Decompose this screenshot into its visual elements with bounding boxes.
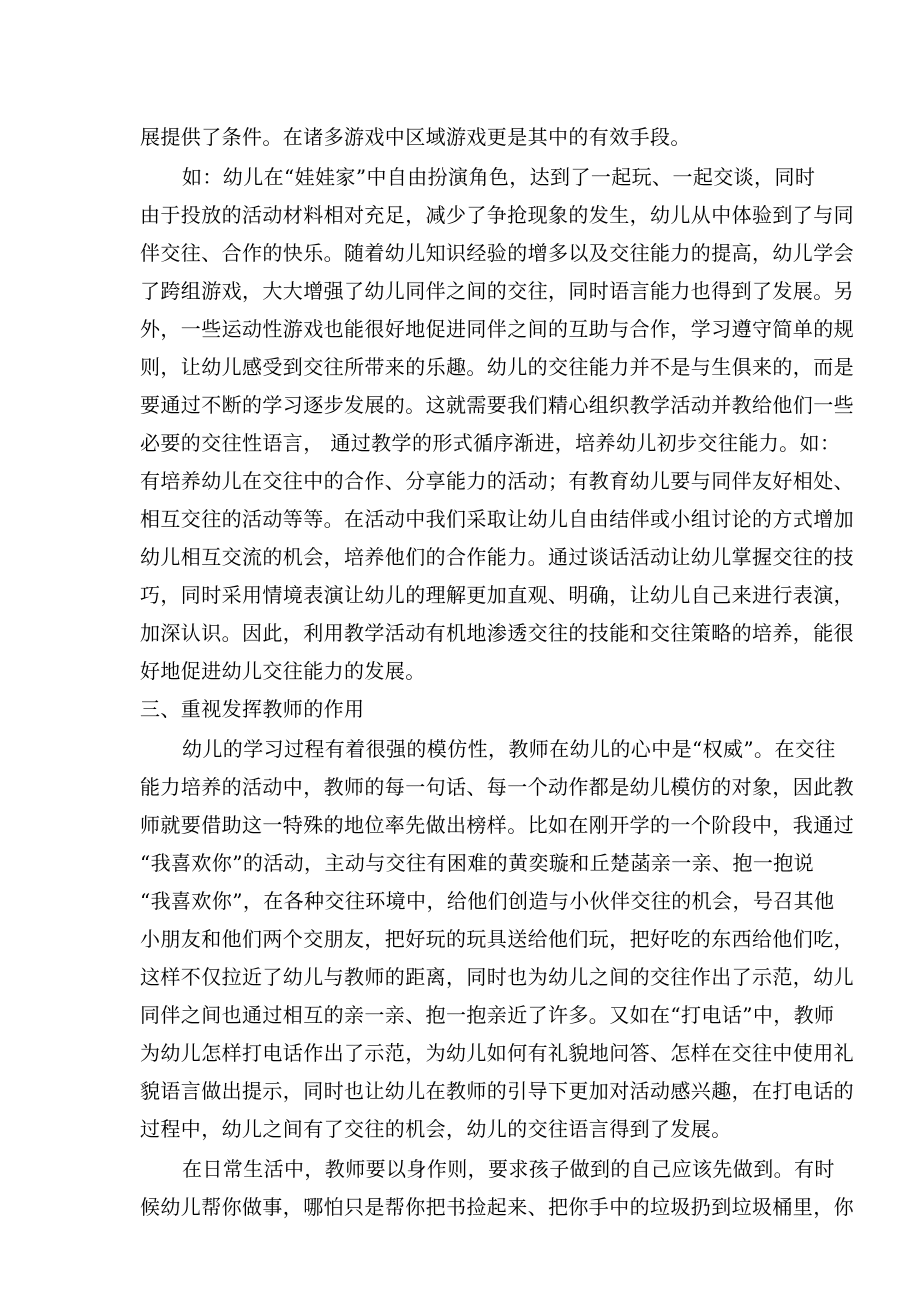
text-line: 了跨组游戏，大大增强了幼儿同伴之间的交往，同时语言能力也得到了发展。另 <box>140 279 854 303</box>
text-line: “我喜欢你”的活动，主动与交往有困难的黄奕璇和丘楚菡亲一亲、抱一抱说 <box>140 851 815 875</box>
text-line: 加深认识。因此，利用教学活动有机地渗透交往的技能和交往策略的培养，能很 <box>140 621 854 645</box>
text-line: 好地促进幼儿交往能力的发展。 <box>140 659 426 683</box>
text-line: 同伴之间也通过相互的亲一亲、抱一抱亲近了许多。又如在“打电话”中，教师 <box>140 1003 835 1027</box>
text-line: 幼儿相互交流的机会，培养他们的合作能力。通过谈话活动让幼儿掌握交往的技 <box>140 545 854 569</box>
text-line: 为幼儿怎样打电话作出了示范，为幼儿如何有礼貌地问答、怎样在交往中使用礼 <box>140 1041 854 1065</box>
text-line: 小朋友和他们两个交朋友，把好玩的玩具送给他们玩，把好吃的东西给他们吃， <box>140 927 854 951</box>
text-line: 相互交往的活动等等。在活动中我们采取让幼儿自由结伴或小组讨论的方式增加 <box>140 507 854 531</box>
text-line: 由于投放的活动材料相对充足，减少了争抢现象的发生，幼儿从中体验到了与同 <box>140 203 854 227</box>
text-line: 貌语言做出提示，同时也让幼儿在教师的引导下更加对活动感兴趣，在打电话的 <box>140 1079 854 1103</box>
paragraph-first-line: 如：幼儿在“娃娃家”中自由扮演角色，达到了一起玩、一起交谈，同时 <box>182 165 816 189</box>
paragraph-first-line: 在日常生活中，教师要以身作则，要求孩子做到的自己应该先做到。有时 <box>182 1157 835 1181</box>
paragraph-first-line: 幼儿的学习过程有着很强的模仿性，教师在幼儿的心中是“权威”。在交往 <box>182 737 836 761</box>
text-line: 则，让幼儿感受到交往所带来的乐趣。幼儿的交往能力并不是与生俱来的，而是 <box>140 355 854 379</box>
text-line: 外，一些运动性游戏也能很好地促进同伴之间的互助与合作，学习遵守简单的规 <box>140 317 854 341</box>
text-line: 过程中，幼儿之间有了交往的机会，幼儿的交往语言得到了发展。 <box>140 1117 732 1141</box>
text-line: 师就要借助这一特殊的地位率先做出榜样。比如在刚开学的一个阶段中，我通过 <box>140 813 854 837</box>
text-line: 这样不仅拉近了幼儿与教师的距离，同时也为幼儿之间的交往作出了示范，幼儿 <box>140 965 854 989</box>
text-line: 巧，同时采用情境表演让幼儿的理解更加直观、明确，让幼儿自己来进行表演， <box>140 583 854 607</box>
section-heading: 三、重视发挥教师的作用 <box>140 697 365 721</box>
text-line: 能力培养的活动中，教师的每一句话、每一个动作都是幼儿模仿的对象，因此教 <box>140 775 854 799</box>
text-line: 伴交往、合作的快乐。随着幼儿知识经验的增多以及交往能力的提高，幼儿学会 <box>140 241 854 265</box>
text-line: 要通过不断的学习逐步发展的。这就需要我们精心组织教学活动并教给他们一些 <box>140 393 854 417</box>
text-line: “我喜欢你”，在各种交往环境中，给他们创造与小伙伴交往的机会，号召其他 <box>140 889 835 913</box>
text-line: 候幼儿帮你做事，哪怕只是帮你把书捡起来、把你手中的垃圾扔到垃圾桶里，你 <box>140 1195 854 1219</box>
text-line: 有培养幼儿在交往中的合作、分享能力的活动；有教育幼儿要与同伴友好相处、 <box>140 469 854 493</box>
text-line: 展提供了条件。在诸多游戏中区域游戏更是其中的有效手段。 <box>140 125 691 149</box>
text-line: 必要的交往性语言， 通过教学的形式循序渐进，培养幼儿初步交往能力。如： <box>140 431 841 455</box>
